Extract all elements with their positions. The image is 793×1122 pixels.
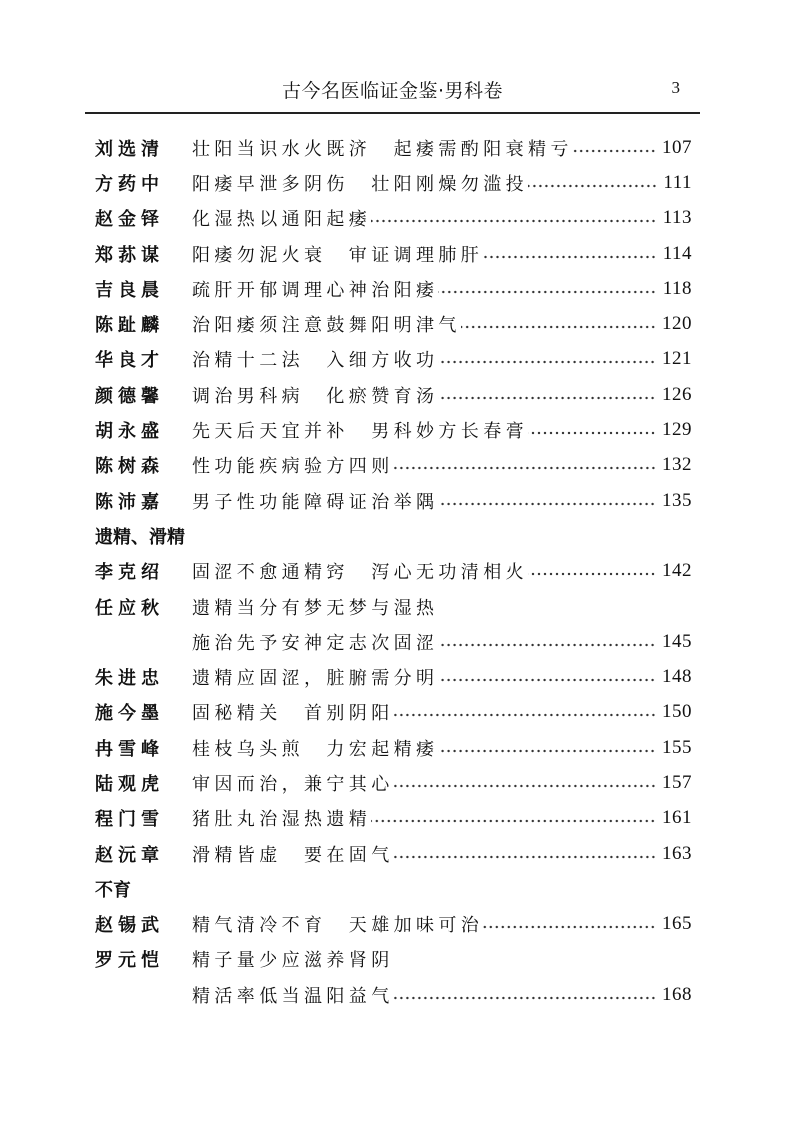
toc-entry[interactable] bbox=[95, 342, 692, 377]
author-name: 胡永盛 bbox=[95, 421, 164, 443]
dot-leader bbox=[438, 360, 656, 364]
author-name: 方药中 bbox=[95, 173, 164, 195]
entry-page-number: 155 bbox=[662, 736, 692, 758]
toc-entry[interactable] bbox=[95, 554, 692, 589]
dot-leader bbox=[438, 396, 656, 400]
entry-title: 精活率低当温阳益气 bbox=[192, 985, 394, 1007]
entry-page-number: 114 bbox=[662, 242, 692, 264]
dot-leader bbox=[528, 572, 656, 576]
dot-leader bbox=[528, 431, 656, 435]
author-name: 陈沛嘉 bbox=[95, 491, 164, 513]
toc-entry[interactable] bbox=[95, 659, 692, 694]
entry-title: 调治男科病 化瘀赞育汤 bbox=[192, 385, 439, 407]
entry-page-number: 150 bbox=[662, 701, 692, 723]
table-of-contents bbox=[95, 130, 692, 1012]
entry-title: 治精十二法 入细方收功 bbox=[192, 350, 439, 372]
toc-entry[interactable] bbox=[95, 730, 692, 765]
entry-title: 先天后天宜并补 男科妙方长春膏 bbox=[192, 421, 528, 443]
toc-entry[interactable] bbox=[95, 907, 692, 942]
dot-leader bbox=[461, 325, 656, 329]
author-name: 罗元恺 bbox=[95, 950, 164, 972]
author-name: 陈树森 bbox=[95, 456, 164, 478]
entry-page-number: 120 bbox=[662, 313, 692, 335]
author-name: 郑荪谋 bbox=[95, 244, 164, 266]
toc-entry[interactable] bbox=[95, 412, 692, 447]
dot-leader bbox=[438, 502, 656, 506]
author-name: 陆观虎 bbox=[95, 773, 164, 795]
entry-page-number: 165 bbox=[662, 913, 692, 935]
toc-entry[interactable] bbox=[95, 977, 692, 1012]
entry-title: 施治先予安神定志次固涩 bbox=[192, 632, 439, 654]
entry-page-number: 132 bbox=[662, 454, 692, 476]
header-rule bbox=[85, 112, 700, 114]
entry-page-number: 148 bbox=[662, 666, 692, 688]
entry-title: 遗精当分有梦无梦与湿热 bbox=[192, 597, 439, 619]
toc-entry[interactable] bbox=[95, 483, 692, 518]
entry-title: 固涩不愈通精窍 泻心无功清相火 bbox=[192, 562, 528, 584]
entry-title: 猪肚丸治湿热遗精 bbox=[192, 809, 372, 831]
entry-title: 遗精应固涩，脏腑需分明 bbox=[192, 668, 439, 690]
dot-leader bbox=[438, 290, 656, 294]
toc-entry[interactable] bbox=[95, 130, 692, 165]
entry-title: 滑精皆虚 要在固气 bbox=[192, 844, 394, 866]
entry-page-number: 107 bbox=[662, 136, 692, 158]
author-name: 颜德馨 bbox=[95, 385, 164, 407]
author-name: 冉雪峰 bbox=[95, 738, 164, 760]
toc-entry[interactable] bbox=[95, 448, 692, 483]
entry-page-number: 161 bbox=[662, 807, 692, 829]
entry-page-number: 113 bbox=[662, 207, 692, 229]
entry-page-number: 111 bbox=[663, 171, 692, 193]
entry-page-number: 168 bbox=[662, 983, 692, 1005]
toc-entry[interactable] bbox=[95, 271, 692, 306]
entry-page-number: 145 bbox=[662, 630, 692, 652]
dot-leader bbox=[394, 784, 656, 788]
entry-title: 疏肝开郁调理心神治阳痿 bbox=[192, 279, 439, 301]
entry-title: 固秘精关 首别阴阳 bbox=[192, 703, 394, 725]
author-name: 赵金铎 bbox=[95, 209, 164, 231]
dot-leader bbox=[573, 149, 656, 153]
entry-title: 壮阳当识水火既济 起痿需酌阳衰精亏 bbox=[192, 138, 573, 160]
author-name: 任应秋 bbox=[95, 597, 164, 619]
section-heading: 不育 bbox=[95, 879, 131, 901]
toc-entry[interactable] bbox=[95, 942, 692, 977]
toc-entry[interactable] bbox=[95, 624, 692, 659]
dot-leader bbox=[438, 749, 656, 753]
toc-entry[interactable] bbox=[95, 201, 692, 236]
author-name: 华良才 bbox=[95, 350, 164, 372]
toc-entry[interactable] bbox=[95, 801, 692, 836]
entry-page-number: 135 bbox=[662, 489, 692, 511]
dot-leader bbox=[371, 219, 657, 223]
book-title: 古今名医临证金鉴·男科卷 bbox=[281, 80, 504, 102]
toc-entry[interactable] bbox=[95, 236, 692, 271]
author-name: 李克绍 bbox=[95, 562, 164, 584]
entry-title: 阳痿勿泥火衰 审证调理肺肝 bbox=[192, 244, 484, 266]
entry-page-number: 118 bbox=[662, 277, 692, 299]
author-name: 施今墨 bbox=[95, 703, 164, 725]
running-header bbox=[85, 76, 700, 112]
author-name: 赵沅章 bbox=[95, 844, 164, 866]
toc-entry[interactable] bbox=[95, 765, 692, 800]
dot-leader bbox=[371, 819, 656, 823]
dot-leader bbox=[483, 255, 657, 259]
dot-leader bbox=[438, 678, 656, 682]
section-heading: 遗精、滑精 bbox=[95, 526, 185, 548]
toc-entry[interactable] bbox=[95, 589, 692, 624]
entry-title: 阳痿早泄多阴伤 壮阳刚燥勿滥投 bbox=[192, 173, 528, 195]
entry-title: 桂枝乌头煎 力宏起精痿 bbox=[192, 738, 439, 760]
dot-leader bbox=[528, 184, 657, 188]
entry-page-number: 142 bbox=[662, 560, 692, 582]
toc-entry[interactable] bbox=[95, 306, 692, 341]
entry-title: 性功能疾病验方四则 bbox=[192, 456, 394, 478]
toc-entry[interactable] bbox=[95, 377, 692, 412]
entry-page-number: 163 bbox=[662, 842, 692, 864]
dot-leader bbox=[394, 996, 656, 1000]
entry-title: 精子量少应滋养肾阴 bbox=[192, 950, 394, 972]
entry-title: 男子性功能障碍证治举隅 bbox=[192, 491, 439, 513]
entry-page-number: 126 bbox=[662, 383, 692, 405]
author-name: 刘选清 bbox=[95, 138, 164, 160]
page-number: 3 bbox=[671, 78, 680, 97]
entry-page-number: 121 bbox=[662, 348, 692, 370]
author-name: 朱进忠 bbox=[95, 668, 164, 690]
author-name: 吉良晨 bbox=[95, 279, 164, 301]
dot-leader bbox=[394, 713, 656, 717]
entry-title: 治阳痿须注意鼓舞阳明津气 bbox=[192, 315, 461, 337]
author-name: 陈趾麟 bbox=[95, 315, 164, 337]
entry-title: 化湿热以通阳起痿 bbox=[192, 209, 372, 231]
author-name: 程门雪 bbox=[95, 809, 164, 831]
entry-title: 审因而治，兼宁其心 bbox=[192, 773, 394, 795]
entry-page-number: 129 bbox=[662, 419, 692, 441]
dot-leader bbox=[483, 925, 656, 929]
toc-entry[interactable] bbox=[95, 165, 692, 200]
toc-entry[interactable] bbox=[95, 695, 692, 730]
entry-title: 精气清冷不育 天雄加味可治 bbox=[192, 915, 484, 937]
toc-entry[interactable] bbox=[95, 836, 692, 871]
dot-leader bbox=[438, 643, 656, 647]
entry-page-number: 157 bbox=[662, 771, 692, 793]
dot-leader bbox=[394, 466, 656, 470]
author-name: 赵锡武 bbox=[95, 915, 164, 937]
dot-leader bbox=[394, 855, 656, 859]
